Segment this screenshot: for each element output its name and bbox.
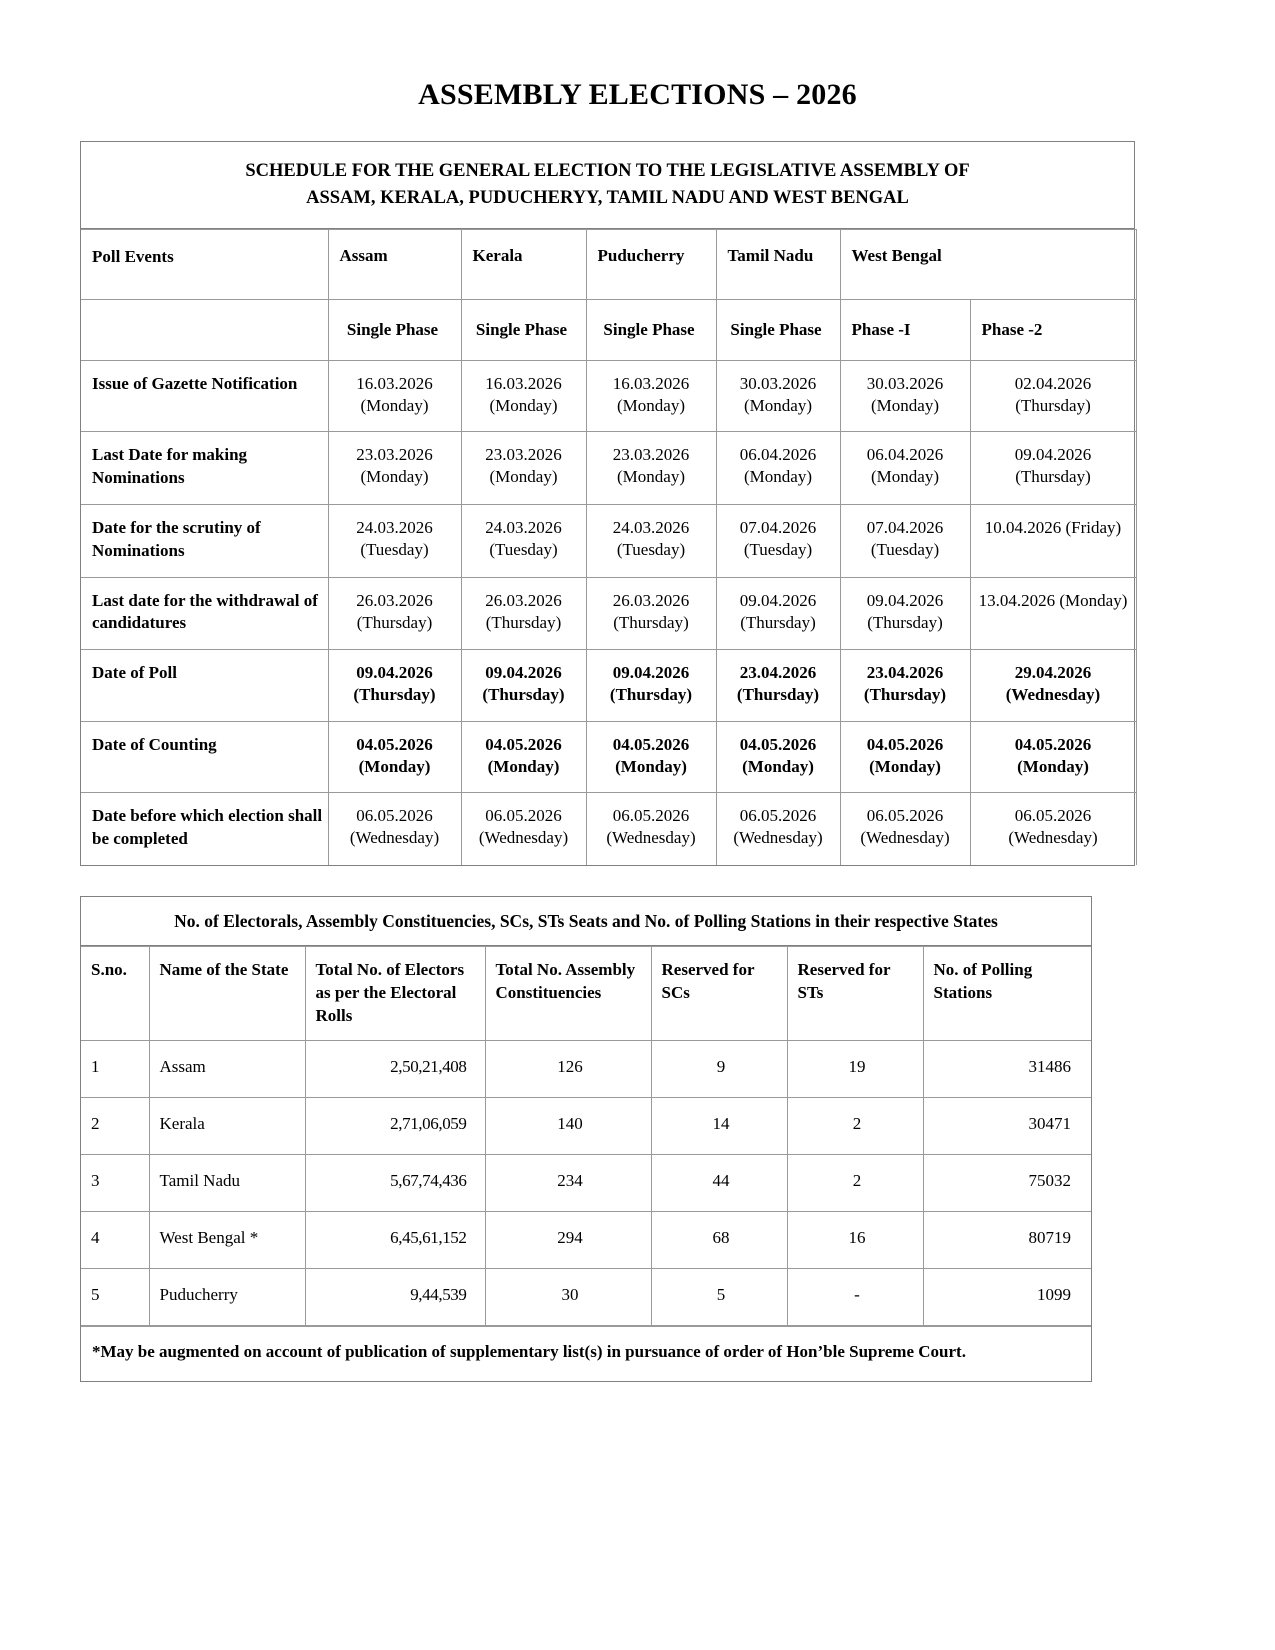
- column-header-kerala: Kerala: [461, 229, 586, 299]
- cell-kerala: 09.04.2026 (Thursday): [461, 650, 586, 721]
- table-row: [81, 360, 1136, 431]
- cell-total-electors: 2,50,21,408: [305, 1041, 485, 1098]
- table-row: [81, 1155, 1091, 1212]
- cell-reserved-sc: 44: [651, 1155, 787, 1212]
- phase-tamil-nadu: Single Phase: [716, 299, 840, 360]
- row-label: Last Date for making Nominations: [81, 431, 328, 504]
- cell-tamil-nadu: 06.04.2026 (Monday): [716, 431, 840, 504]
- cell-puducherry: 06.05.2026 (Wednesday): [586, 792, 716, 864]
- column-header-reserved-sc: Reserved for SCs: [651, 947, 787, 1041]
- cell-puducherry: 24.03.2026 (Tuesday): [586, 504, 716, 577]
- table-row: [81, 1098, 1091, 1155]
- column-header-sno: S.no.: [81, 947, 149, 1041]
- phase-row-blank-cell: [81, 299, 328, 360]
- column-header-reserved-st: Reserved for STs: [787, 947, 923, 1041]
- cell-sno: 5: [81, 1269, 149, 1326]
- cell-tamil-nadu: 30.03.2026 (Monday): [716, 360, 840, 431]
- row-label: Date of Poll: [81, 650, 328, 721]
- cell-polling-stations: 31486: [923, 1041, 1091, 1098]
- cell-west-bengal-phase-2: 10.04.2026 (Friday): [970, 504, 1136, 577]
- row-label: Last date for the withdrawal of candidatures: [81, 577, 328, 650]
- cell-reserved-sc: 5: [651, 1269, 787, 1326]
- cell-west-bengal-phase-1: 07.04.2026 (Tuesday): [840, 504, 970, 577]
- cell-total-electors: 9,44,539: [305, 1269, 485, 1326]
- page-title: ASSEMBLY ELECTIONS – 2026: [418, 78, 857, 111]
- statistics-table-body: [81, 1041, 1091, 1326]
- cell-kerala: 24.03.2026 (Tuesday): [461, 504, 586, 577]
- statistics-caption: No. of Electorals, Assembly Constituencies, SCs, STs Seats and No. of Polling Stations in their respective States: [81, 897, 1091, 947]
- cell-west-bengal-phase-1: 09.04.2026 (Thursday): [840, 577, 970, 650]
- phase-puducherry: Single Phase: [586, 299, 716, 360]
- cell-polling-stations: 75032: [923, 1155, 1091, 1212]
- cell-tamil-nadu: 04.05.2026 (Monday): [716, 721, 840, 792]
- cell-puducherry: 04.05.2026 (Monday): [586, 721, 716, 792]
- cell-polling-stations: 80719: [923, 1212, 1091, 1269]
- cell-tamil-nadu: 09.04.2026 (Thursday): [716, 577, 840, 650]
- cell-polling-stations: 30471: [923, 1098, 1091, 1155]
- schedule-table-body: [81, 360, 1136, 865]
- table-row: [81, 1269, 1091, 1326]
- state-statistics-table: [81, 946, 1091, 1326]
- cell-reserved-sc: 68: [651, 1212, 787, 1269]
- cell-constituencies: 294: [485, 1212, 651, 1269]
- cell-reserved-sc: 9: [651, 1041, 787, 1098]
- cell-west-bengal-phase-2: 09.04.2026 (Thursday): [970, 431, 1136, 504]
- cell-total-electors: 2,71,06,059: [305, 1098, 485, 1155]
- table-row: [81, 721, 1136, 792]
- table-row: [81, 1212, 1091, 1269]
- phase-kerala: Single Phase: [461, 299, 586, 360]
- cell-assam: 26.03.2026 (Thursday): [328, 577, 461, 650]
- row-label: Date for the scrutiny of Nominations: [81, 504, 328, 577]
- cell-constituencies: 140: [485, 1098, 651, 1155]
- column-header-tamil-nadu: Tamil Nadu: [716, 229, 840, 299]
- cell-assam: 23.03.2026 (Monday): [328, 431, 461, 504]
- cell-reserved-sc: 14: [651, 1098, 787, 1155]
- column-header-assam: Assam: [328, 229, 461, 299]
- column-header-puducherry: Puducherry: [586, 229, 716, 299]
- cell-west-bengal-phase-1: 23.04.2026 (Thursday): [840, 650, 970, 721]
- cell-total-electors: 5,67,74,436: [305, 1155, 485, 1212]
- cell-state-name: Tamil Nadu: [149, 1155, 305, 1212]
- phase-assam: Single Phase: [328, 299, 461, 360]
- cell-reserved-st: 2: [787, 1098, 923, 1155]
- cell-reserved-st: 16: [787, 1212, 923, 1269]
- table-row: [81, 504, 1136, 577]
- cell-state-name: West Bengal *: [149, 1212, 305, 1269]
- cell-tamil-nadu: 07.04.2026 (Tuesday): [716, 504, 840, 577]
- cell-kerala: 23.03.2026 (Monday): [461, 431, 586, 504]
- cell-tamil-nadu: 06.05.2026 (Wednesday): [716, 792, 840, 864]
- row-label: Issue of Gazette Notification: [81, 360, 328, 431]
- cell-assam: 24.03.2026 (Tuesday): [328, 504, 461, 577]
- row-label: Date before which election shall be completed: [81, 792, 328, 864]
- cell-kerala: 26.03.2026 (Thursday): [461, 577, 586, 650]
- cell-state-name: Puducherry: [149, 1269, 305, 1326]
- cell-kerala: 06.05.2026 (Wednesday): [461, 792, 586, 864]
- cell-sno: 4: [81, 1212, 149, 1269]
- cell-west-bengal-phase-1: 06.04.2026 (Monday): [840, 431, 970, 504]
- table-row: [81, 577, 1136, 650]
- cell-west-bengal-phase-1: 04.05.2026 (Monday): [840, 721, 970, 792]
- column-header-assembly-constituencies: Total No. Assembly Constituencies: [485, 947, 651, 1041]
- cell-reserved-st: 19: [787, 1041, 923, 1098]
- statistics-table-container: [80, 896, 1092, 1382]
- table-row: [81, 650, 1136, 721]
- schedule-table-container: [80, 141, 1135, 866]
- cell-puducherry: 16.03.2026 (Monday): [586, 360, 716, 431]
- cell-puducherry: 26.03.2026 (Thursday): [586, 577, 716, 650]
- cell-west-bengal-phase-2: 29.04.2026 (Wednesday): [970, 650, 1136, 721]
- row-label: Date of Counting: [81, 721, 328, 792]
- cell-constituencies: 126: [485, 1041, 651, 1098]
- cell-puducherry: 09.04.2026 (Thursday): [586, 650, 716, 721]
- cell-west-bengal-phase-1: 30.03.2026 (Monday): [840, 360, 970, 431]
- schedule-caption-line-2: ASSAM, KERALA, PUDUCHERYY, TAMIL NADU AND WEST BENGAL: [306, 187, 909, 208]
- cell-total-electors: 6,45,61,152: [305, 1212, 485, 1269]
- schedule-header-row-states: [81, 229, 1136, 299]
- table-row: [81, 792, 1136, 864]
- cell-kerala: 16.03.2026 (Monday): [461, 360, 586, 431]
- cell-state-name: Kerala: [149, 1098, 305, 1155]
- statistics-header-row: [81, 947, 1091, 1041]
- cell-west-bengal-phase-2: 13.04.2026 (Monday): [970, 577, 1136, 650]
- cell-assam: 09.04.2026 (Thursday): [328, 650, 461, 721]
- cell-puducherry: 23.03.2026 (Monday): [586, 431, 716, 504]
- phase-west-bengal-1: Phase -I: [840, 299, 970, 360]
- table-row: [81, 1041, 1091, 1098]
- column-header-total-electors: Total No. of Electors as per the Electoral Rolls: [305, 947, 485, 1041]
- column-header-west-bengal: West Bengal: [840, 229, 1136, 299]
- statistics-footnote: *May be augmented on account of publication of supplementary list(s) in pursuance of order of Hon’ble Supreme Court.: [81, 1326, 1091, 1381]
- cell-polling-stations: 1099: [923, 1269, 1091, 1326]
- cell-constituencies: 234: [485, 1155, 651, 1212]
- cell-assam: 04.05.2026 (Monday): [328, 721, 461, 792]
- cell-state-name: Assam: [149, 1041, 305, 1098]
- cell-kerala: 04.05.2026 (Monday): [461, 721, 586, 792]
- cell-west-bengal-phase-2: 02.04.2026 (Thursday): [970, 360, 1136, 431]
- cell-west-bengal-phase-2: 06.05.2026 (Wednesday): [970, 792, 1136, 864]
- cell-tamil-nadu: 23.04.2026 (Thursday): [716, 650, 840, 721]
- cell-assam: 06.05.2026 (Wednesday): [328, 792, 461, 864]
- cell-assam: 16.03.2026 (Monday): [328, 360, 461, 431]
- election-schedule-table: [81, 229, 1137, 865]
- column-header-state-name: Name of the State: [149, 947, 305, 1041]
- phase-west-bengal-2: Phase -2: [970, 299, 1136, 360]
- cell-reserved-st: 2: [787, 1155, 923, 1212]
- cell-constituencies: 30: [485, 1269, 651, 1326]
- cell-west-bengal-phase-1: 06.05.2026 (Wednesday): [840, 792, 970, 864]
- cell-sno: 1: [81, 1041, 149, 1098]
- schedule-header-row-phases: [81, 299, 1136, 360]
- schedule-caption: [81, 142, 1134, 229]
- cell-sno: 3: [81, 1155, 149, 1212]
- schedule-caption-line-1: SCHEDULE FOR THE GENERAL ELECTION TO THE LEGISLATIVE ASSEMBLY OF: [245, 161, 970, 181]
- column-header-poll-events: Poll Events: [81, 229, 328, 299]
- column-header-polling-stations: No. of Polling Stations: [923, 947, 1091, 1041]
- cell-west-bengal-phase-2: 04.05.2026 (Monday): [970, 721, 1136, 792]
- table-row: [81, 431, 1136, 504]
- cell-reserved-st: -: [787, 1269, 923, 1326]
- cell-sno: 2: [81, 1098, 149, 1155]
